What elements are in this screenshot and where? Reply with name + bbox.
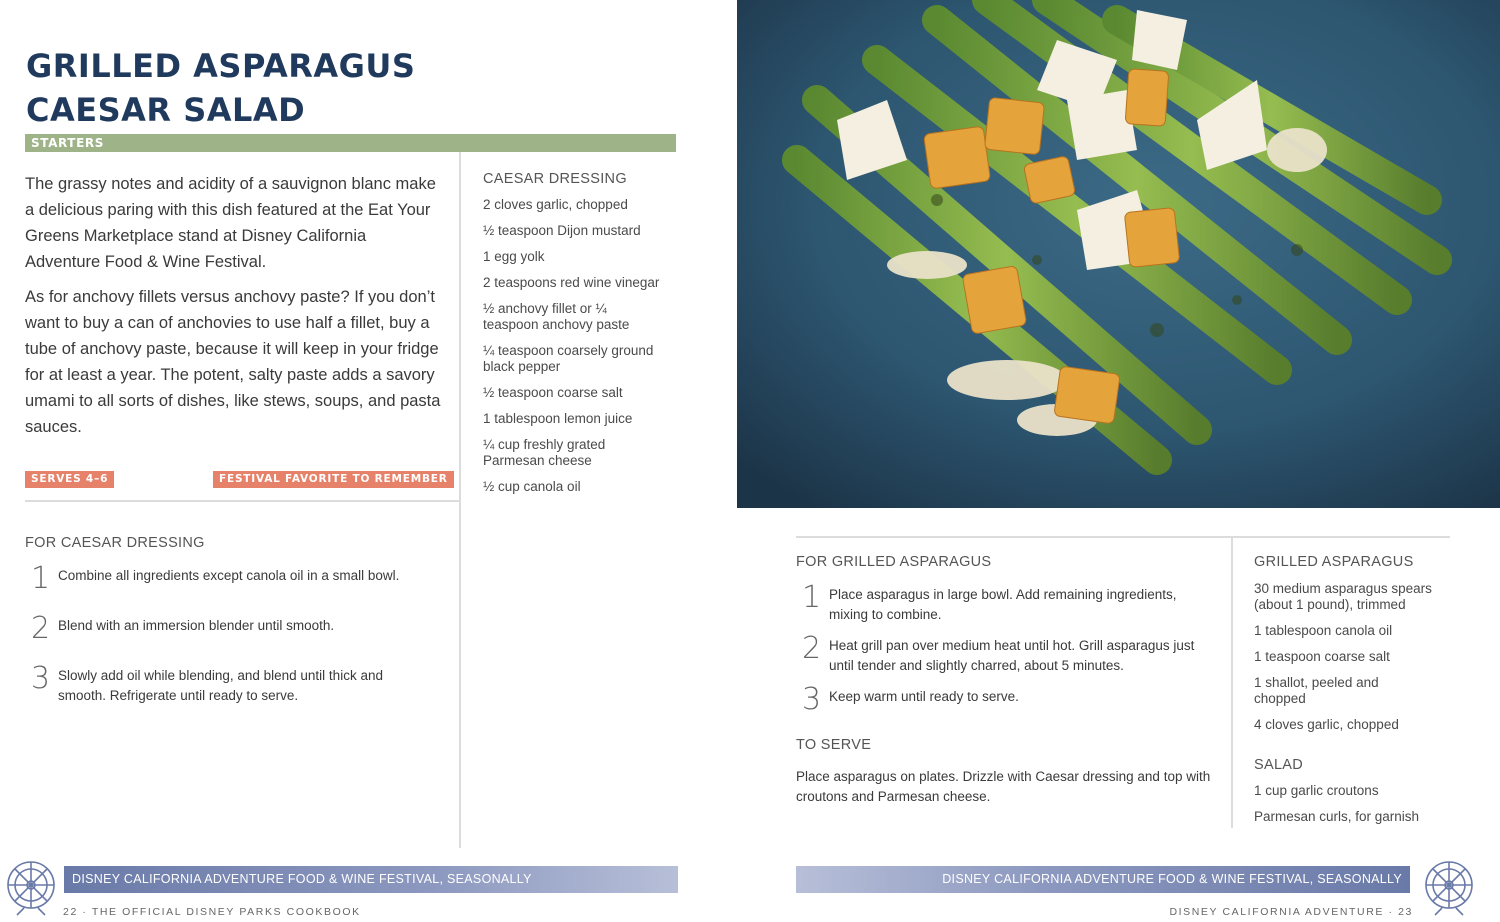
ingredient-item: ½ teaspoon Dijon mustard: [483, 223, 641, 238]
caesar-ingredients-heading: CAESAR DRESSING: [483, 171, 627, 187]
salad-ingredient-list: [1254, 783, 1454, 835]
step-number: 2: [31, 611, 51, 646]
ingredient-item: 4 cloves garlic, chopped: [1254, 717, 1399, 732]
column-divider-right: [1231, 538, 1233, 828]
step-text: Heat grill pan over medium heat until hot. Grill asparagus just until tender and slightly charred, about 5 minutes.: [829, 638, 1195, 673]
folio-left: 22 · THE OFFICIAL DISNEY PARKS COOKBOOK: [63, 906, 361, 918]
ingredient-item: 1 tablespoon lemon juice: [483, 411, 633, 426]
recipe-title: [26, 44, 666, 132]
caesar-ingredient-list: [483, 197, 683, 505]
ingredient-item: 1 teaspoon coarse salt: [1254, 649, 1390, 664]
step-item: [25, 661, 430, 706]
serves-badge: SERVES 4–6: [25, 471, 114, 488]
ingredient-item: ¼ cup freshly grated Parmesan cheese: [483, 437, 606, 468]
step-item: [796, 631, 1206, 687]
footer-band-left: DISNEY CALIFORNIA ADVENTURE FOOD & WINE FESTIVAL, SEASONALLY: [64, 866, 678, 893]
ingredient-item: 2 cloves garlic, chopped: [483, 197, 628, 212]
ingredient-item: 2 teaspoons red wine vinegar: [483, 275, 660, 290]
step-number: 1: [31, 561, 51, 596]
ingredient-item: Parmesan curls, for garnish: [1254, 809, 1420, 824]
asparagus-steps-list: [796, 580, 1206, 717]
ingredient-item: 30 medium asparagus spears (about 1 pound), trimmed: [1254, 581, 1432, 612]
step-text: Blend with an immersion blender until smooth.: [58, 618, 335, 633]
step-number: 3: [31, 661, 51, 696]
category-bar: STARTERS: [25, 134, 676, 152]
ingredient-item: ¼ teaspoon coarsely ground black pepper: [483, 343, 654, 374]
asparagus-ingredient-list: [1254, 581, 1454, 743]
ingredient-item: 1 egg yolk: [483, 249, 545, 264]
section-divider-right: [796, 536, 1450, 538]
to-serve-text: Place asparagus on plates. Drizzle with Caesar dressing and top with croutons and Parmesan cheese.: [796, 769, 1211, 804]
column-divider-left: [459, 152, 461, 848]
ingredient-item: ½ anchovy fillet or ¼ teaspoon anchovy paste: [483, 301, 630, 332]
step-number: 1: [802, 580, 822, 615]
intro-paragraph-2: As for anchovy fillets versus anchovy paste? If you don’t want to buy a can of anchovies to use half a fillet, buy a tube of anchovy paste, because it will keep in your fridge for at least a year. The potent, salty paste adds a savory umami to all sorts of dishes, like stews, soups, and pasta sauces.: [25, 288, 441, 436]
asparagus-steps-heading: FOR GRILLED ASPARAGUS: [796, 554, 992, 570]
recipe-title-line1: GRILLED ASPARAGUS: [26, 47, 416, 85]
step-item: [25, 561, 430, 616]
intro-paragraph-1: The grassy notes and acidity of a sauvignon blanc make a delicious paring with this dish featured at the Eat Your Greens Marketplace stand at Disney California Adventure Food & Wine Festival.: [25, 175, 436, 271]
step-text: Slowly add oil while blending, and blend until thick and smooth. Refrigerate until ready to serve.: [58, 668, 383, 703]
ingredient-item: 1 shallot, peeled and chopped: [1254, 675, 1379, 706]
step-item: [796, 580, 1206, 636]
ingredient-item: ½ teaspoon coarse salt: [483, 385, 623, 400]
ingredient-item: 1 cup garlic croutons: [1254, 783, 1379, 798]
ferris-wheel-icon: [2, 858, 60, 916]
step-text: Keep warm until ready to serve.: [829, 689, 1019, 704]
festival-badge: FESTIVAL FAVORITE TO REMEMBER: [213, 471, 454, 488]
salad-ingredients-heading: SALAD: [1254, 757, 1304, 773]
asparagus-photo: [737, 0, 1500, 508]
step-number: 3: [802, 682, 822, 717]
step-item: [796, 682, 1206, 717]
section-divider-left: [25, 500, 459, 502]
step-text: Combine all ingredients except canola oil in a small bowl.: [58, 568, 400, 583]
asparagus-ingredients-heading: GRILLED ASPARAGUS: [1254, 554, 1414, 570]
to-serve-heading: TO SERVE: [796, 737, 872, 753]
ingredient-item: 1 tablespoon canola oil: [1254, 623, 1393, 638]
step-number: 2: [802, 631, 822, 666]
caesar-steps-heading: FOR CAESAR DRESSING: [25, 535, 205, 551]
folio-right: DISNEY CALIFORNIA ADVENTURE · 23: [1169, 906, 1413, 918]
footer-band-right: DISNEY CALIFORNIA ADVENTURE FOOD & WINE FESTIVAL, SEASONALLY: [796, 866, 1410, 893]
step-item: [25, 611, 430, 666]
ingredient-item: ½ cup canola oil: [483, 479, 581, 494]
ferris-wheel-icon: [1420, 858, 1478, 916]
recipe-title-line2: CAESAR SALAD: [26, 91, 306, 129]
asparagus-photo-illustration: [737, 0, 1500, 508]
step-text: Place asparagus in large bowl. Add remaining ingredients, mixing to combine.: [829, 587, 1177, 622]
caesar-steps-list: [25, 561, 430, 706]
